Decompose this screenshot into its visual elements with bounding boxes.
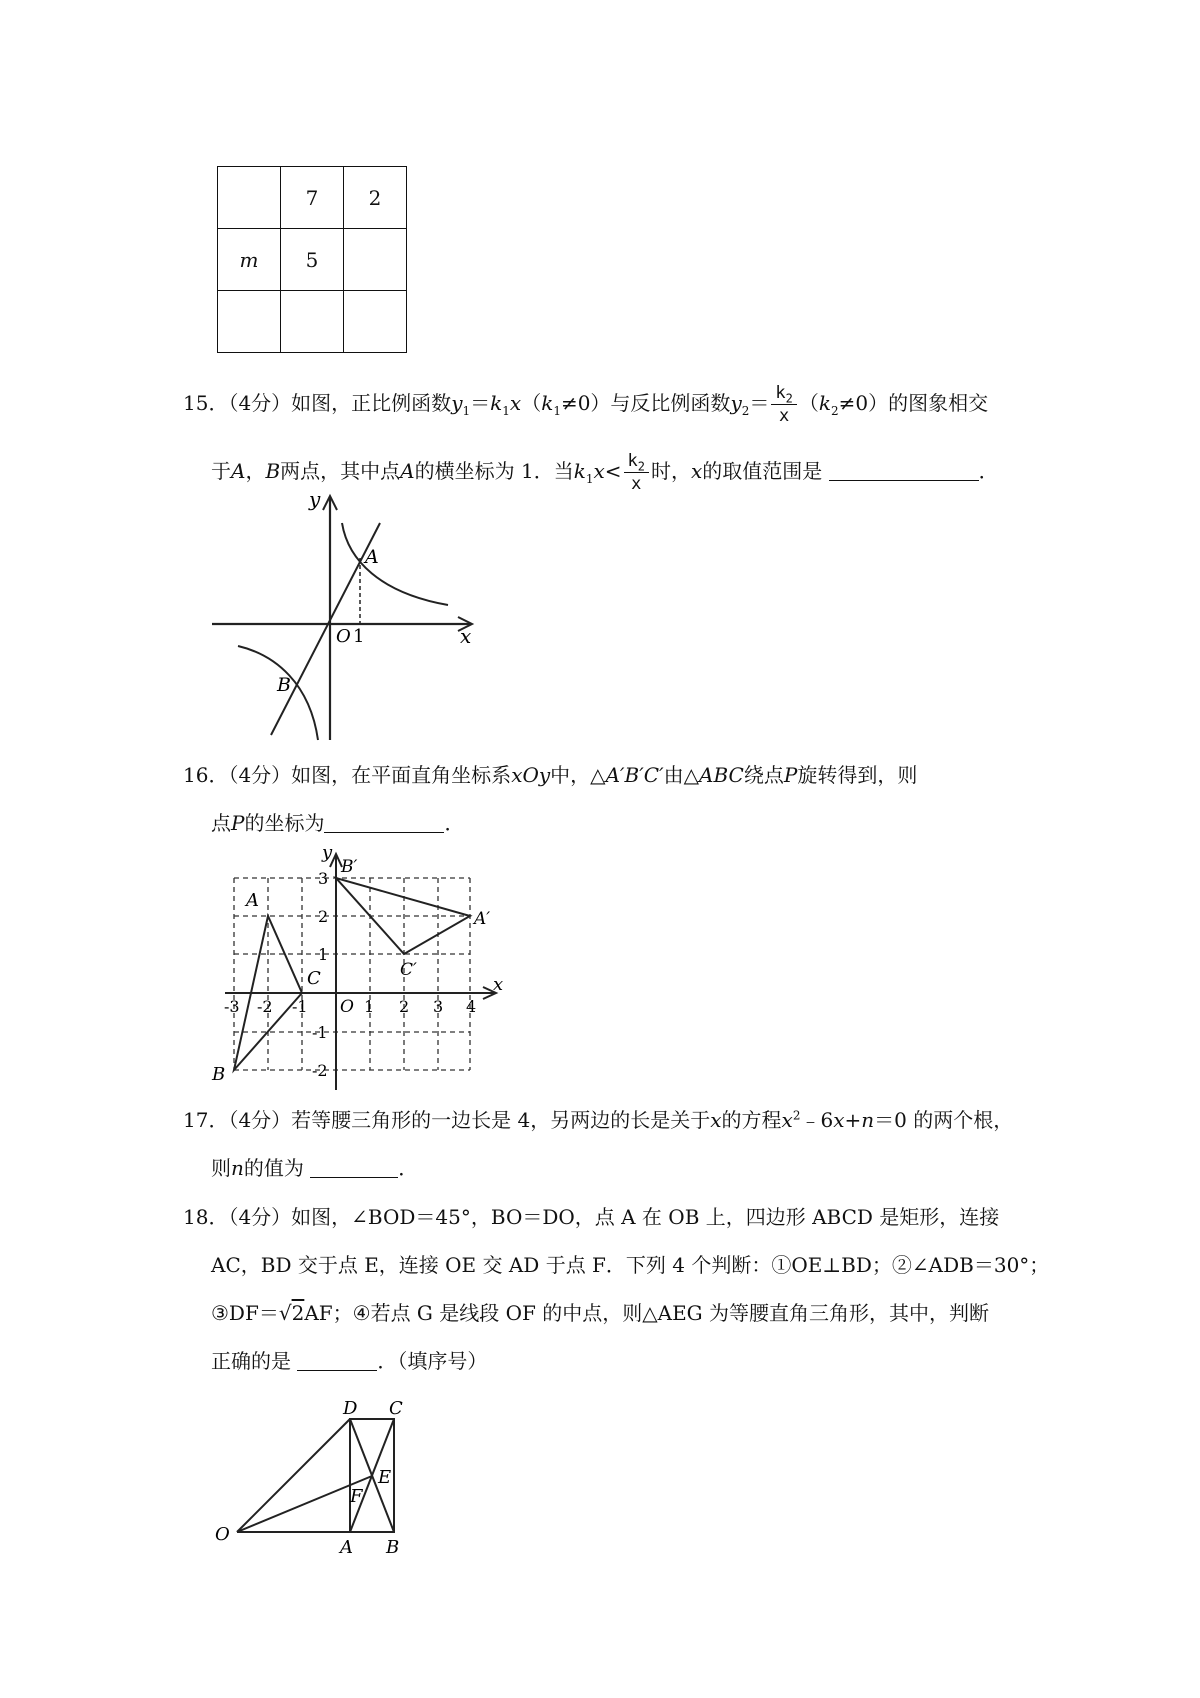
q17-n2: n bbox=[231, 1156, 244, 1180]
q15-frac-num-sub: 2 bbox=[785, 391, 793, 406]
q16-Bp: B′ bbox=[624, 763, 644, 787]
origin-label: O bbox=[340, 997, 354, 1017]
q17-answer-blank[interactable] bbox=[310, 1155, 398, 1178]
y-label: y bbox=[309, 490, 321, 511]
point-C-label: C bbox=[307, 968, 321, 989]
point-E-label: E bbox=[378, 1467, 392, 1488]
q17-text-b: 的方程 bbox=[721, 1108, 782, 1132]
q15-frac2-num: k bbox=[627, 451, 638, 471]
q18-line4 bbox=[211, 1346, 487, 1376]
x-tick: -2 bbox=[257, 997, 273, 1016]
q15-text-e: 的取值范围是 bbox=[702, 459, 823, 483]
point-A-label: A bbox=[340, 1537, 353, 1555]
sqrt-icon: √ bbox=[278, 1301, 292, 1325]
q15-cond1-rest: ≠0）与反比例函数 bbox=[560, 391, 731, 415]
q16-t2: 由△ bbox=[663, 763, 700, 787]
q15-fraction bbox=[771, 382, 796, 427]
q16-line2 bbox=[211, 808, 464, 838]
q15-x3: x bbox=[691, 459, 703, 483]
q18-figure bbox=[205, 1395, 410, 1555]
q18-line2: AC，BD 交于点 E，连接 OE 交 AD 于点 F．下列 4 个判断：①OE⊥BD；②∠ADB＝30°； bbox=[211, 1253, 1050, 1277]
q17-text-f: 的值为 bbox=[243, 1156, 304, 1180]
q15-y2: y bbox=[730, 391, 742, 415]
x-label: x bbox=[493, 974, 504, 995]
q16-text-b: 的坐标为 bbox=[244, 811, 325, 835]
q15-frac2-den: x bbox=[631, 474, 642, 494]
q18-text-c: 正确的是 bbox=[211, 1349, 291, 1373]
q16-answer-blank[interactable] bbox=[324, 810, 444, 833]
q15-x2: x bbox=[593, 459, 605, 483]
q18-line1: 18．（4分）如图，∠BOD＝45°，BO＝DO，点 A 在 OB 上，四边形 ABCD 是矩形，连接 bbox=[183, 1205, 1000, 1229]
point-A-label: A bbox=[246, 890, 259, 911]
q16-t4: 旋转得到，则 bbox=[797, 763, 918, 787]
geometry-figure bbox=[237, 1419, 394, 1532]
q15-y1: y bbox=[451, 391, 463, 415]
q17-x2: x bbox=[781, 1108, 793, 1132]
y-tick: 3 bbox=[318, 869, 329, 888]
q15-y1-sub: 1 bbox=[462, 404, 471, 418]
point-O-label: O bbox=[215, 1524, 230, 1545]
q15-B1: B bbox=[265, 459, 281, 483]
q15-cond2-open: （ bbox=[798, 391, 819, 415]
q15-comma: ， bbox=[245, 459, 266, 483]
point-C-prime-label: C′ bbox=[400, 960, 417, 980]
q17-line1 bbox=[183, 1105, 1013, 1135]
q15-frac-den: x bbox=[779, 406, 790, 426]
x-tick: -1 bbox=[292, 997, 308, 1016]
x-tick: 2 bbox=[399, 997, 410, 1016]
q15-frac2-num-sub: 2 bbox=[637, 459, 645, 474]
point-F-label: F bbox=[350, 1486, 363, 1507]
grid-cell: 2 bbox=[344, 167, 407, 229]
q15-lt: < bbox=[604, 459, 622, 483]
q16-xoy: xOy bbox=[511, 763, 551, 787]
point-B-label: B bbox=[277, 674, 291, 696]
q15-text-a: 于 bbox=[211, 459, 231, 483]
point-B-prime-label: B′ bbox=[341, 857, 358, 877]
grid-cell: 5 bbox=[281, 229, 344, 291]
q15-fraction-2 bbox=[624, 450, 649, 495]
q15-eq1: ＝ bbox=[470, 391, 491, 415]
q15-y2-sub: 2 bbox=[741, 404, 750, 418]
q16-Ap: A′ bbox=[605, 763, 625, 787]
q17-text-e: 则 bbox=[211, 1156, 231, 1180]
x-tick: 4 bbox=[466, 997, 477, 1016]
x-label: x bbox=[460, 624, 472, 648]
q15-text-d: 时， bbox=[651, 459, 691, 483]
segment-OD bbox=[237, 1419, 350, 1532]
q17-text-a: 17．（4分）若等腰三角形的一边长是 4，另两边的长是关于 bbox=[183, 1108, 711, 1132]
grid-cell bbox=[344, 229, 407, 291]
q17-x1: x bbox=[710, 1108, 722, 1132]
q15-line1 bbox=[183, 382, 988, 427]
q15-cond1-open: （ bbox=[521, 391, 542, 415]
q16-P: P bbox=[783, 763, 798, 787]
q15-text-b: 两点，其中点 bbox=[280, 459, 401, 483]
q17-line2 bbox=[211, 1153, 418, 1183]
y-tick: 2 bbox=[318, 907, 329, 926]
q15-answer-blank[interactable] bbox=[829, 458, 979, 481]
grid-cell bbox=[218, 167, 281, 229]
point-A-prime-label: A′ bbox=[474, 909, 491, 929]
q17-n1: n bbox=[861, 1108, 875, 1132]
q15-k1b: k bbox=[573, 459, 586, 483]
q15-A2: A bbox=[400, 459, 415, 483]
q15-cond2-k: k bbox=[818, 391, 831, 415]
q15-k1b-sub: 1 bbox=[585, 472, 594, 486]
q15-number: 15．（4分）如图，正比例函数 bbox=[183, 391, 452, 415]
origin-label: O bbox=[336, 626, 351, 647]
q17-square: 2 bbox=[792, 1108, 801, 1123]
point-B-label: B bbox=[212, 1064, 226, 1085]
q18-text-a: ③DF＝ bbox=[211, 1301, 279, 1325]
grid-cell: 7 bbox=[281, 167, 344, 229]
q17-x3: x bbox=[833, 1108, 845, 1132]
point-C-label: C bbox=[389, 1398, 403, 1419]
q16-end: ． bbox=[444, 811, 465, 835]
point-D-label: D bbox=[343, 1398, 358, 1419]
q15-text-c: 的横坐标为 1．当 bbox=[414, 459, 574, 483]
q15-line2 bbox=[211, 450, 999, 495]
q17-end: ． bbox=[398, 1156, 419, 1180]
q16-text-a: 点 bbox=[211, 811, 231, 835]
triangle-A-prime-B-prime-C-prime bbox=[336, 878, 470, 954]
point-B-label: B bbox=[386, 1537, 400, 1555]
q15-k1: k bbox=[490, 391, 503, 415]
q16-t3: 绕点 bbox=[743, 763, 784, 787]
q18-sqrt-value: 2 bbox=[291, 1301, 305, 1325]
y-label: y bbox=[322, 842, 333, 863]
q18-text-d: ．（填序号） bbox=[377, 1349, 488, 1373]
grid-cell bbox=[344, 291, 407, 353]
q18-text-b: AF；④若点 G 是线段 OF 的中点，则△AEG 为等腰直角三角形，其中，判断 bbox=[304, 1301, 990, 1325]
y-tick: 1 bbox=[318, 945, 329, 964]
q15-end: ． bbox=[978, 459, 999, 483]
y-tick: -1 bbox=[312, 1023, 328, 1042]
q18-answer-blank[interactable] bbox=[297, 1348, 377, 1371]
q15-k1-sub: 1 bbox=[502, 404, 510, 418]
q17-text-c: ﹣6 bbox=[800, 1108, 834, 1132]
q17-text-d: ＝0 的两个根， bbox=[874, 1108, 1014, 1132]
q15-x1: x bbox=[509, 391, 522, 415]
q15-cond1-k: k bbox=[541, 391, 554, 415]
q16-number: 16．（4分）如图，在平面直角坐标系 bbox=[183, 763, 512, 787]
q15-cond2-sub: 2 bbox=[831, 404, 839, 418]
q16-t1: 中，△ bbox=[550, 763, 606, 787]
q16-line1 bbox=[183, 760, 917, 790]
q16-ABC: ABC bbox=[699, 763, 744, 787]
grid-cell: m bbox=[218, 229, 281, 291]
tick-1-label: 1 bbox=[353, 626, 365, 647]
q15-cond1-sub: 1 bbox=[553, 404, 561, 418]
grid-cell bbox=[218, 291, 281, 353]
x-tick: 1 bbox=[364, 997, 375, 1016]
number-grid bbox=[217, 166, 407, 353]
q16-graph bbox=[205, 840, 520, 1100]
x-tick: -3 bbox=[224, 997, 240, 1016]
q15-frac-num: k bbox=[775, 383, 786, 403]
q18-line3 bbox=[211, 1298, 989, 1328]
q15-eq2: ＝ bbox=[749, 391, 770, 415]
point-A-label: A bbox=[365, 546, 379, 568]
q16-P2: P bbox=[231, 811, 245, 835]
x-tick: 3 bbox=[433, 997, 444, 1016]
grid-cell bbox=[281, 291, 344, 353]
y-tick: -2 bbox=[312, 1061, 328, 1080]
q17-plus: + bbox=[844, 1108, 862, 1132]
q15-cond2-rest: ≠0）的图象相交 bbox=[838, 391, 989, 415]
q16-Cp: C′ bbox=[643, 763, 664, 787]
q15-graph bbox=[205, 490, 495, 745]
q15-A1: A bbox=[231, 459, 246, 483]
